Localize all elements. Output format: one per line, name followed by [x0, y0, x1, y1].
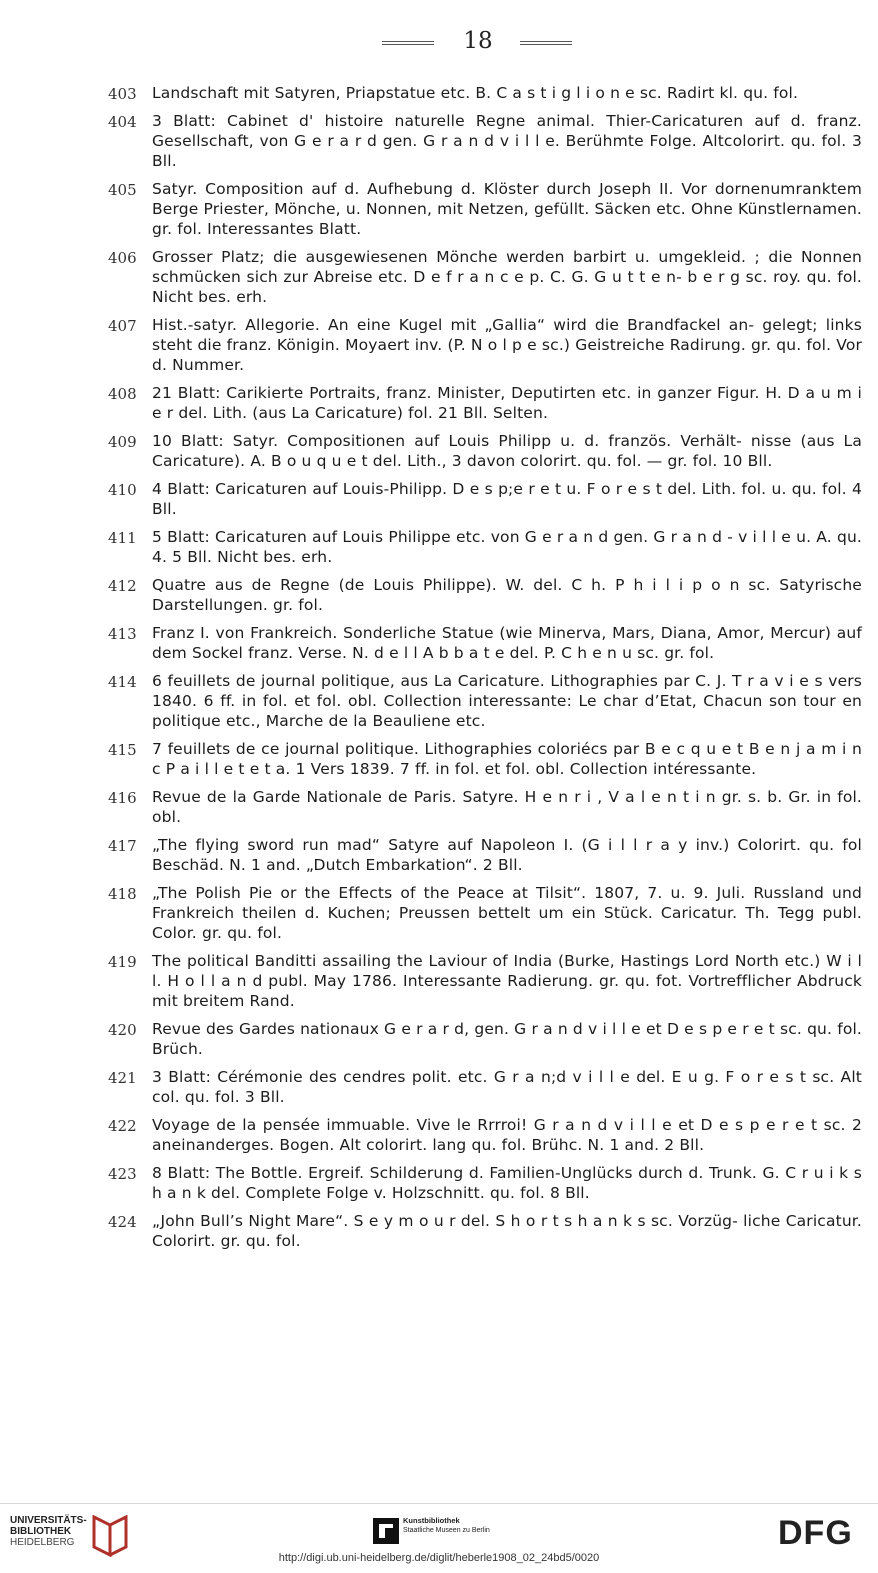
- entry-number: 419: [108, 953, 137, 971]
- catalogue-entry: [0, 527, 878, 567]
- page-number: 18: [463, 28, 493, 54]
- entry-number: 421: [108, 1069, 137, 1087]
- catalogue-entry: [0, 315, 878, 375]
- entry-number: 413: [108, 625, 137, 643]
- catalogue-entry: [0, 1163, 878, 1203]
- dfg-logo[interactable]: DFG: [778, 1514, 853, 1552]
- entry-text: 5 Blatt: Caricaturen auf Louis Philippe etc. von G e r a n d gen. G r a n d - v i l l e u. A. qu. 4. 5 Bll. Nicht bes. erh.: [152, 528, 862, 566]
- entry-text: Voyage de la pensée immuable. Vive le Rrrroi! G r a n d v i l l e et D e s p e r e t sc. 2 aneinanderges. Bogen. Alt colorirt. lang qu. fol. Brühc. N. 1 and. 2 Bll.: [152, 1116, 862, 1154]
- catalogue-entry: [0, 575, 878, 615]
- entry-text: „The flying sword run mad“ Satyre auf Napoleon I. (G i l l r a y inv.) Colorirt. qu. fol Beschäd. N. 1 and. „Dutch Embarkation“. 2 Bll.: [152, 836, 862, 874]
- entry-number: 423: [108, 1165, 137, 1183]
- entry-number: 412: [108, 577, 137, 595]
- entry-text: Hist.-satyr. Allegorie. An eine Kugel mit „Gallia“ wird die Brandfackel an- gelegt; links steht die franz. Königin. Moyaert inv. (P. N o l p e sc.) Geistreiche Radirung. gr. qu. fol. Vor d. Nummer.: [152, 316, 862, 374]
- entry-text: Franz I. von Frankreich. Sonderliche Statue (wie Minerva, Mars, Diana, Amor, Mercur) auf dem Sockel franz. Verse. N. d e l l A b b a t e del. P. C h e n u sc. gr. fol.: [152, 624, 862, 662]
- entry-text: 21 Blatt: Carikierte Portraits, franz. Minister, Deputirten etc. in ganzer Figur. H. D a u m i e r del. Lith. (aus La Caricature) fol. 21 Bll. Selten.: [152, 384, 862, 422]
- catalogue-entry: [0, 1115, 878, 1155]
- entry-number: 424: [108, 1213, 137, 1231]
- entry-text: 7 feuillets de ce journal politique. Lithographies coloriécs par B e c q u e t B e n j a m i n c P a i l l e t e t a. 1 Vers 1839. 7 ff. in fol. et fol. obl. Collection intéressante.: [152, 740, 862, 778]
- catalogue-entry: [0, 835, 878, 875]
- university-emblem-icon: [90, 1515, 130, 1557]
- entry-number: 406: [108, 249, 137, 267]
- catalogue-entry: [0, 671, 878, 731]
- entry-number: 407: [108, 317, 137, 335]
- catalogue-entry: [0, 1019, 878, 1059]
- catalogue-entry: [0, 951, 878, 1011]
- catalogue-entry: [0, 383, 878, 423]
- entry-number: 410: [108, 481, 137, 499]
- entry-number: 417: [108, 837, 137, 855]
- entry-text: 4 Blatt: Caricaturen auf Louis-Philipp. D e s p;e r e t u. F o r e s t del. Lith. fol. u. qu. fol. 4 Bll.: [152, 480, 862, 518]
- entry-text: 3 Blatt: Cabinet d' histoire naturelle Regne animal. Thier-Caricaturen auf d. franz. Gesellschaft, von G e r a r d gen. G r a n d v i l l e. Berühmte Folge. Altcolorirt. qu. fol. 3 Bll.: [152, 112, 862, 170]
- entry-number: 422: [108, 1117, 137, 1135]
- catalogue-entry: [0, 479, 878, 519]
- entry-text: Revue des Gardes nationaux G e r a r d, gen. G r a n d v i l l e et D e s p e r e t sc. qu. fol. Brüch.: [152, 1020, 862, 1058]
- catalogue-entries: [0, 83, 878, 1259]
- entry-number: 420: [108, 1021, 137, 1039]
- kunstbibliothek-emblem-icon: [373, 1518, 399, 1544]
- catalogue-entry: [0, 623, 878, 663]
- catalogue-entry: [0, 431, 878, 471]
- entry-text: „John Bull’s Night Mare“. S e y m o u r del. S h o r t s h a n k s sc. Vorzüg- liche Caricatur. Colorirt. gr. qu. fol.: [152, 1212, 862, 1250]
- entry-text: Satyr. Composition auf d. Aufhebung d. Klöster durch Joseph II. Vor dornenumranktem Berge Priester, Mönche, u. Nonnen, mit Netzen, gefüllt. Säcken etc. Ohne Künstlernamen. gr. fol. Interessantes Blatt.: [152, 180, 862, 238]
- catalogue-entry: [0, 247, 878, 307]
- entry-number: 416: [108, 789, 137, 807]
- page-header: [0, 28, 878, 58]
- kunstbibliothek-text: Kunstbibliothek Staatliche Museen zu Berlin: [403, 1516, 490, 1534]
- entry-text: The political Banditti assailing the Laviour of India (Burke, Hastings Lord North etc.) W i l l. H o l l a n d publ. May 1786. Interessante Radierung. gr. qu. fot. Vortrefflicher Abdruck mit breitem Rand.: [152, 952, 862, 1010]
- entry-text: „The Polish Pie or the Effects of the Peace at Tilsit“. 1807, 7. u. 9. Juli. Russland und Frankreich theilen d. Kuchen; Preussen bettelt um ein Stück. Caricatur. Th. Tegg publ. Color. gr. qu. fol.: [152, 884, 862, 942]
- entry-text: 3 Blatt: Cérémonie des cendres polit. etc. G r a n;d v i l l e del. E u g. F o r e s t sc. Alt col. qu. fol. 3 Bll.: [152, 1068, 862, 1106]
- entry-text: 10 Blatt: Satyr. Compositionen auf Louis Philipp u. d. französ. Verhält- nisse (aus La Caricature). A. B o u q u e t del. Lith., 3 davon colorirt. qu. fol. — gr. fol. 10 Bll.: [152, 432, 862, 470]
- entry-number: 414: [108, 673, 137, 691]
- entry-number: 408: [108, 385, 137, 403]
- header-rule-left: [382, 41, 434, 45]
- university-library-logo[interactable]: [10, 1515, 140, 1557]
- catalogue-entry: [0, 739, 878, 779]
- entry-number: 409: [108, 433, 137, 451]
- entry-number: 411: [108, 529, 137, 547]
- catalogue-entry: [0, 179, 878, 239]
- catalogue-entry: [0, 1211, 878, 1251]
- entry-number: 405: [108, 181, 137, 199]
- catalogue-entry: [0, 787, 878, 827]
- header-rule-right: [520, 41, 572, 45]
- entry-text: Quatre aus de Regne (de Louis Philippe). W. del. C h. P h i l i p o n sc. Satyrische Darstellungen. gr. fol.: [152, 576, 862, 614]
- entry-text: Revue de la Garde Nationale de Paris. Satyre. H e n r i , V a l e n t i n gr. s. b. Gr. in fol. obl.: [152, 788, 862, 826]
- entry-number: 403: [108, 85, 137, 103]
- catalogue-entry: [0, 111, 878, 171]
- page-url[interactable]: http://digi.ub.uni-heidelberg.de/diglit/heberle1908_02_24bd5/0020: [278, 1552, 600, 1564]
- catalogue-entry: [0, 1067, 878, 1107]
- entry-text: Landschaft mit Satyren, Priapstatue etc. B. C a s t i g l i o n e sc. Radirt kl. qu. fol.: [152, 84, 799, 102]
- entry-text: Grosser Platz; die ausgewiesenen Mönche werden barbirt u. umgekleid. ; die Nonnen schmücken sich zur Abreise etc. D e f r a n c e p. C. G. G u t t e n- b e r g sc. roy. qu. fol. Nicht bes. erh.: [152, 248, 862, 306]
- catalogue-entry: [0, 883, 878, 943]
- catalogue-entry: [0, 83, 878, 103]
- university-name: UNIVERSITÄTS- BIBLIOTHEK HEIDELBERG: [10, 1515, 87, 1548]
- footer: [0, 1503, 878, 1573]
- entry-number: 415: [108, 741, 137, 759]
- entry-text: 6 feuillets de journal politique, aus La Caricature. Lithographies par C. J. T r a v i e s vers 1840. 6 ff. in fol. et fol. obl. Collection interessante: Le char d’Etat, Chacun son tour en politique etc., Marche de la Beauliene etc.: [152, 672, 862, 730]
- entry-text: 8 Blatt: The Bottle. Ergreif. Schilderung d. Familien-Unglücks durch d. Trunk. G. C r u i k s h a n k del. Complete Folge v. Holzschnitt. qu. fol. 8 Bll.: [152, 1164, 862, 1202]
- entry-number: 418: [108, 885, 137, 903]
- entry-number: 404: [108, 113, 137, 131]
- kunstbibliothek-logo[interactable]: [373, 1516, 523, 1546]
